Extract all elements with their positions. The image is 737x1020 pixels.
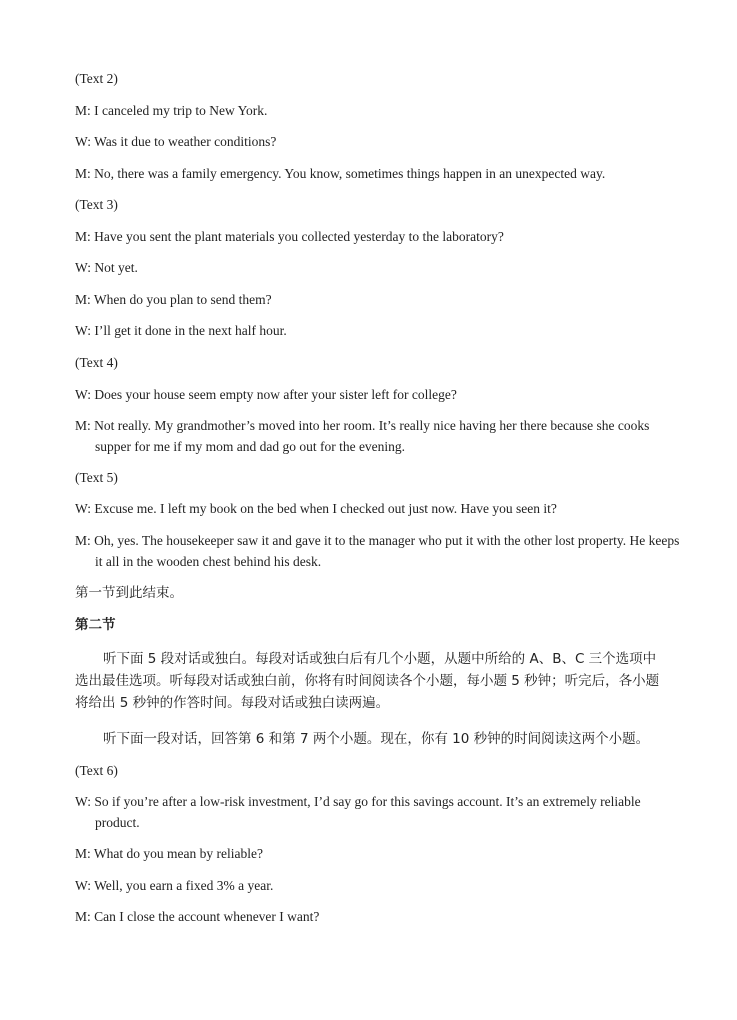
text2-label: (Text 2) [75, 71, 118, 86]
text2-line-2: W: Was it due to weather conditions? [75, 134, 277, 149]
text3-line-4: W: I’ll get it done in the next half hour. [75, 323, 287, 338]
section2-instruction: 听下面 5 段对话或独白。每段对话或独白后有几个小题，从题中所给的 A、B、C 三个选项中选出最佳选项。听每段对话或独白前，你将有时间阅读各个小题，每小题 5 秒钟；听完后，各小题将给出 5 秒钟的作答时间。每段对话或独白读两遍。 [75, 651, 660, 711]
text3-line-2: W: Not yet. [75, 260, 138, 275]
text2-line-3: M: No, there was a family emergency. You know, sometimes things happen in an unexpected way. [75, 166, 606, 181]
text6-line-2: M: What do you mean by reliable? [75, 846, 263, 861]
text5-label: (Text 5) [75, 470, 118, 485]
text6-line-1: W: So if you’re after a low-risk investment, I’d say go for this savings account. It’s an extremely reliable product. [75, 794, 641, 830]
text6-line-3: W: Well, you earn a fixed 3% a year. [75, 878, 274, 893]
section2-prompt: 听下面一段对话，回答第 6 和第 7 两个小题。现在，你有 10 秒钟的时间阅读这两个小题。 [103, 731, 650, 747]
text6-label: (Text 6) [75, 763, 118, 778]
text6-line-4: M: Can I close the account whenever I want? [75, 909, 320, 924]
text4-line-1: W: Does your house seem empty now after your sister left for college? [75, 387, 457, 402]
text2-line-1: M: I canceled my trip to New York. [75, 103, 268, 118]
text4-line-2: M: Not really. My grandmother’s moved into her room. It’s really nice having her there because she cooks supper for me if my mom and dad go out for the evening. [75, 418, 650, 454]
section2-heading: 第二节 [75, 617, 116, 633]
text3-line-1: M: Have you sent the plant materials you collected yesterday to the laboratory? [75, 229, 504, 244]
text3-label: (Text 3) [75, 197, 118, 212]
section1-end: 第一节到此结束。 [75, 585, 183, 601]
text5-line-1: W: Excuse me. I left my book on the bed when I checked out just now. Have you seen it? [75, 501, 557, 516]
text5-line-2: M: Oh, yes. The housekeeper saw it and gave it to the manager who put it with the other lost property. He keeps it all in the wooden chest behind his desk. [75, 533, 680, 569]
text4-label: (Text 4) [75, 355, 118, 370]
text3-line-3: M: When do you plan to send them? [75, 292, 272, 307]
